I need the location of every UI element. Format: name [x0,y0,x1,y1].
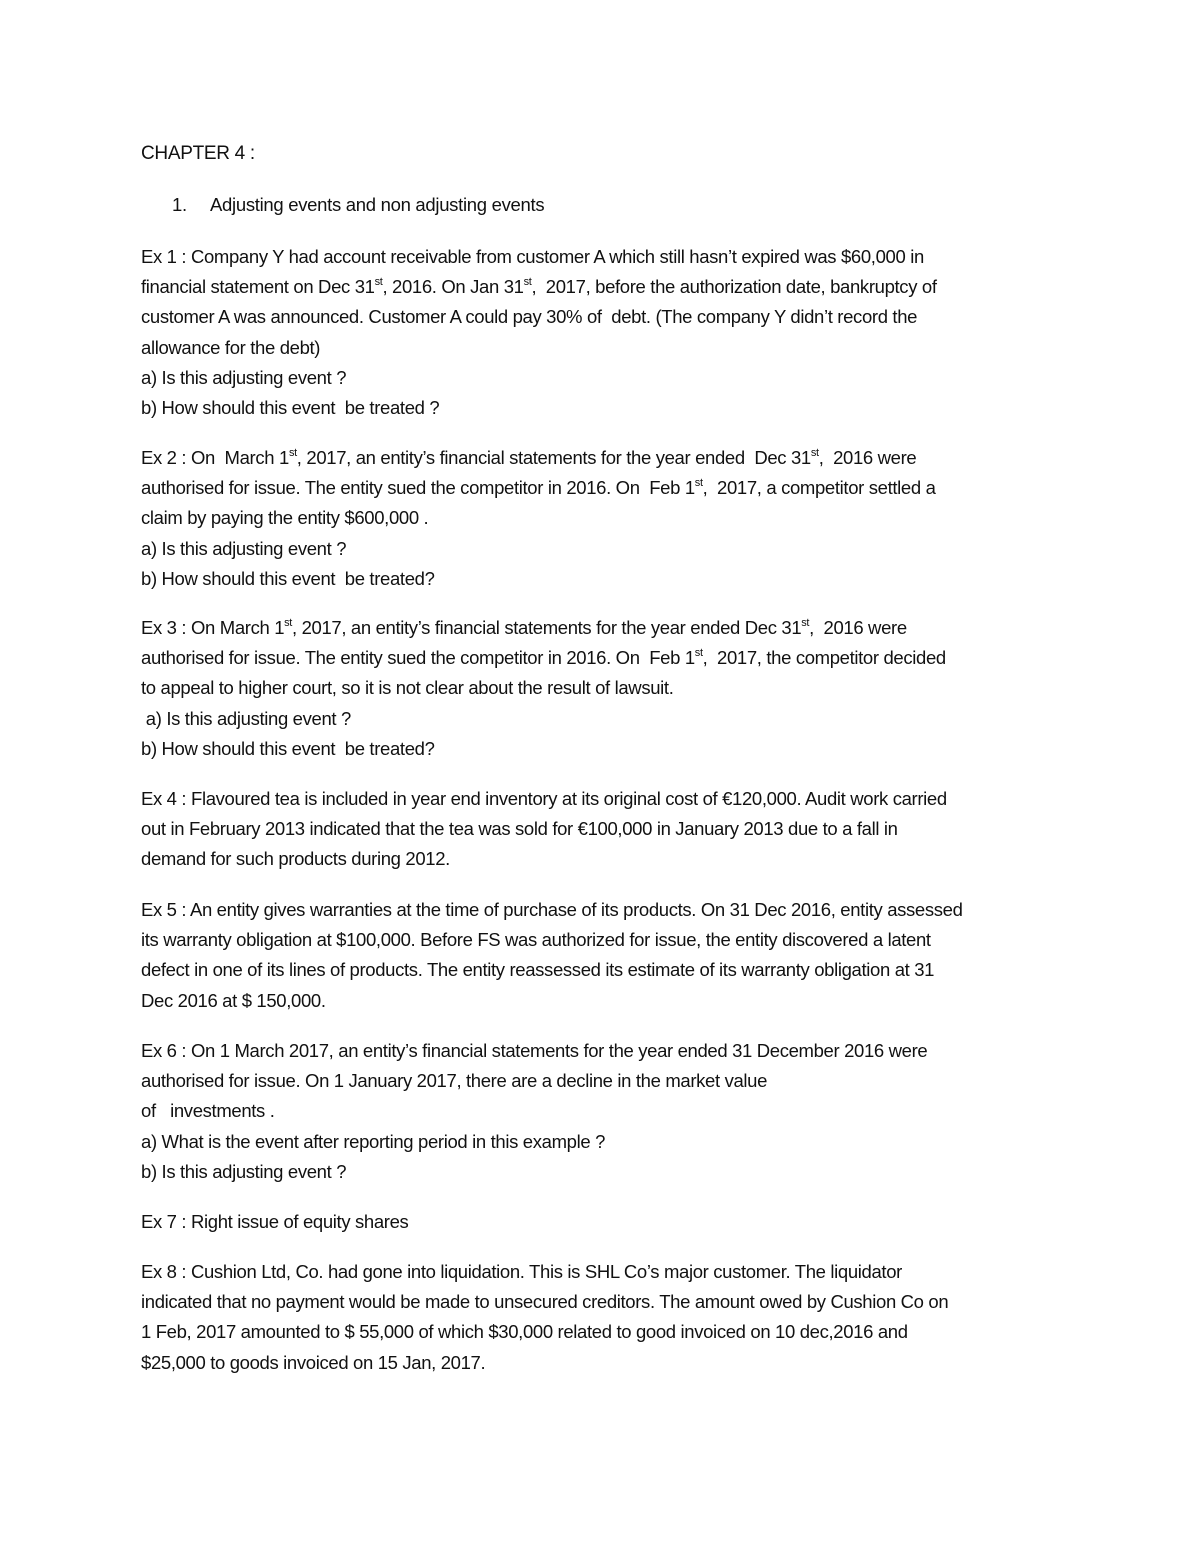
exercise-8 [141,1257,1061,1378]
text-line [141,955,1061,985]
text-run: Ex 8 : Cushion Ltd, Co. had gone into liquidation. This is SHL Co’s major customer. The liquidator [141,1261,902,1282]
exercise-3 [141,613,1061,764]
text-line [141,1287,1061,1317]
text-run: b) How should this event be treated? [141,737,435,759]
section-number: 1. [172,194,187,215]
text-line [141,1257,1061,1287]
text-line [141,1127,1061,1157]
superscript: st [523,276,532,289]
text-line [141,363,1061,393]
text-run: $25,000 to goods invoiced on 15 Jan, 2017. [141,1351,486,1373]
text-line [141,704,1061,734]
text-line [141,1096,1061,1126]
section-title: Adjusting events and non adjusting events [210,194,545,215]
text-run: , 2016. On Jan 31 [382,276,524,298]
superscript: st [284,617,292,629]
text-line [141,564,1061,594]
text-line [141,643,1061,673]
text-line [141,1157,1061,1187]
text-run: Ex 4 : Flavoured tea is included in year end inventory at its original cost of €120,000. Audit work carried [141,788,947,809]
text-run: Ex 6 : On 1 March 2017, an entity’s financial statements for the year ended 31 December 2016 were [141,1040,928,1061]
superscript: st [801,617,810,629]
text-run: Ex 3 : On March 1 [141,617,285,638]
text-line [141,302,1061,332]
text-run: , 2017, an entity’s financial statements for the year ended Dec 31 [292,617,802,638]
exercise-2 [141,443,1061,594]
text-run: , 2017, an entity’s financial statements for the year ended Dec 31 [296,447,811,468]
text-run: its warranty obligation at $100,000. Before FS was authorized for issue, the entity discovered a latent [141,929,931,951]
text-run: authorised for issue. The entity sued the competitor in 2016. On Feb 1 [141,647,695,669]
text-run: , 2017, a competitor settled a [702,477,936,499]
text-run: , 2016 were [809,617,907,638]
exercise-7 [141,1207,1061,1237]
text-line [141,443,1061,473]
text-line [141,844,1061,874]
text-run: b) How should this event be treated? [141,567,435,589]
text-run: of investments . [141,1100,275,1122]
text-line [141,613,1061,643]
section-heading [172,194,544,216]
text-run: allowance for the debt) [141,336,321,358]
text-run: Ex 2 : On March 1 [141,447,289,468]
text-run: b) How should this event be treated ? [141,396,440,418]
chapter-title: CHAPTER 4 : [141,143,255,164]
text-run: Ex 7 : Right issue of equity shares [141,1211,409,1232]
text-run: a) Is this adjusting event ? [141,707,351,729]
text-line [141,272,1061,302]
text-line [141,986,1061,1016]
text-run: 1 Feb, 2017 amounted to $ 55,000 of which $30,000 related to good invoiced on 10 dec,2016 and [141,1321,908,1343]
text-line [141,895,1061,925]
text-line [141,242,1061,272]
text-run: authorised for issue. The entity sued the competitor in 2016. On Feb 1 [141,477,695,499]
text-run: authorised for issue. On 1 January 2017, there are a decline in the market value [141,1070,768,1092]
text-line [141,503,1061,533]
superscript: st [694,647,703,660]
text-run: claim by paying the entity $600,000 . [141,507,429,529]
text-run: demand for such products during 2012. [141,848,450,870]
text-line [141,734,1061,764]
superscript: st [694,477,703,490]
text-run: Dec 2016 at $ 150,000. [141,989,326,1011]
text-run: to appeal to higher court, so it is not clear about the result of lawsuit. [141,677,674,699]
text-run: defect in one of its lines of products. The entity reassessed its estimate of its warranty obligation at 31 [141,959,935,981]
text-run: a) Is this adjusting event ? [141,366,347,388]
text-run: a) What is the event after reporting period in this example ? [141,1130,606,1152]
text-line [141,1066,1061,1096]
text-line [141,784,1061,814]
text-run: a) Is this adjusting event ? [141,537,347,559]
text-line [141,1317,1061,1347]
text-run: , 2017, before the authorization date, bankruptcy of [531,276,937,298]
text-run: b) Is this adjusting event ? [141,1160,347,1182]
text-line [141,534,1061,564]
text-run: Ex 1 : Company Y had account receivable from customer A which still hasn’t expired was $60,000 in [141,246,924,267]
text-line [141,333,1061,363]
text-line [141,393,1061,423]
text-run: , 2017, the competitor decided [702,647,946,669]
exercise-5 [141,895,1061,1016]
text-line [141,1036,1061,1066]
text-line [141,1207,1061,1237]
text-line [141,814,1061,844]
superscript: st [810,447,819,459]
exercise-4 [141,784,1061,875]
text-run: indicated that no payment would be made to unsecured creditors. The amount owed by Cushion Co on [141,1291,949,1313]
superscript: st [374,276,383,289]
text-line [141,1348,1061,1378]
text-run: out in February 2013 indicated that the tea was sold for €100,000 in January 2013 due to a fall in [141,818,898,840]
text-run: customer A was announced. Customer A could pay 30% of debt. (The company Y didn’t record the [141,306,918,328]
text-line [141,473,1061,503]
text-run: , 2016 were [818,447,917,468]
exercise-6 [141,1036,1061,1187]
superscript: st [288,447,297,459]
text-run: financial statement on Dec 31 [141,276,375,298]
text-line [141,925,1061,955]
text-run: Ex 5 : An entity gives warranties at the time of purchase of its products. On 31 Dec 2016, entity assessed [141,899,963,920]
exercise-1 [141,242,1061,423]
text-line [141,673,1061,703]
